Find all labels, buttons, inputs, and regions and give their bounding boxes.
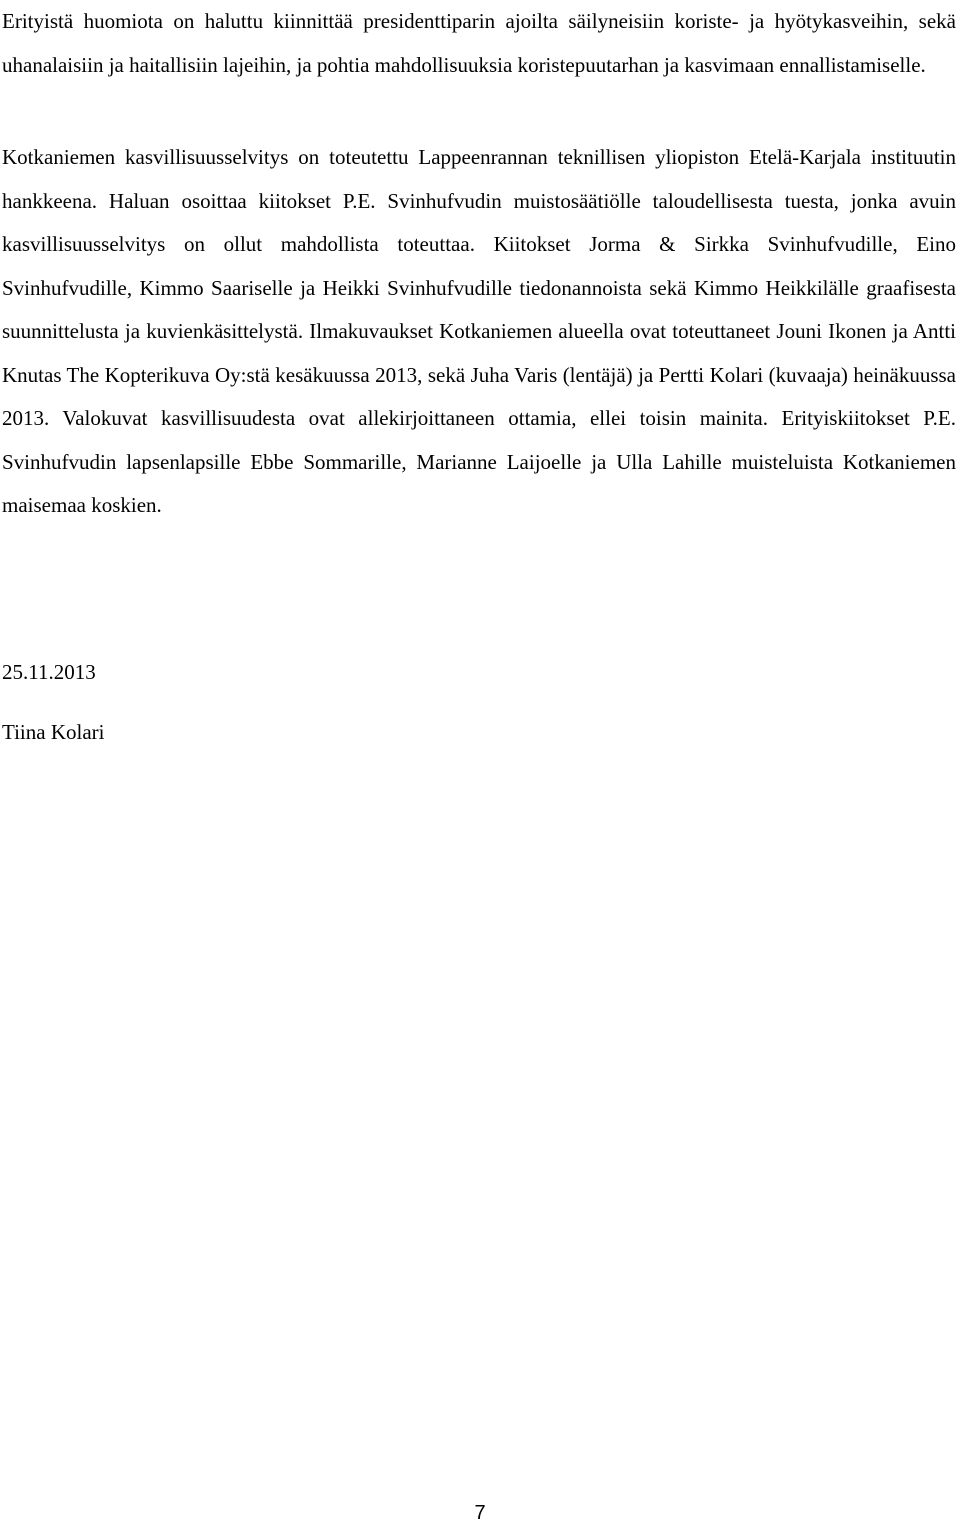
author-name: Tiina Kolari — [2, 720, 105, 744]
signature-date: 25.11.2013 — [2, 660, 96, 684]
acknowledgements-paragraph: Kotkaniemen kasvillisuusselvitys on toteutettu Lappeenrannan teknillisen yliopiston Etelä-Karjala instituutin hankkeena. Haluan osoittaa kiitokset P.E. Svinhufvudin muistosäätiölle taloudellisesta tuesta, jonka avuin kasvillisuusselvitys on ollut mahdollista toteuttaa. Kiitokset Jorma & Sirkka Svinhufvudille, Eino Svinhufvudille, Kimmo Saariselle ja Heikki Svinhufvudille tiedonannoista sekä Kimmo Heikkilälle graafisesta suunnittelusta ja kuvienkäsittelystä. Ilmakuvaukset Kotkaniemen alueella ovat toteuttaneet Jouni Ikonen ja Antti Knutas The Kopterikuva Oy:stä kesäkuussa 2013, sekä Juha Varis (lentäjä) ja Pertti Kolari (kuvaaja) heinäkuussa 2013. Valokuvat kasvillisuudesta ovat allekirjoittaneen ottamia, ellei toisin mainita. Erityiskiitokset P.E. Svinhufvudin lapsenlapsille Ebbe Sommarille, Marianne Laijoelle ja Ulla Lahille muisteluista Kotkaniemen maisemaa koskien. — [2, 145, 956, 517]
page-number: 7 — [474, 1502, 486, 1524]
intro-paragraph: Erityistä huomiota on haluttu kiinnittää presidenttiparin ajoilta säilyneisiin koriste- ja hyötykasveihin, sekä uhanalaisiin ja haitallisiin lajeihin, ja pohtia mahdollisuuksia koristepuutarhan ja kasvimaan ennallistamiselle. — [2, 9, 956, 77]
